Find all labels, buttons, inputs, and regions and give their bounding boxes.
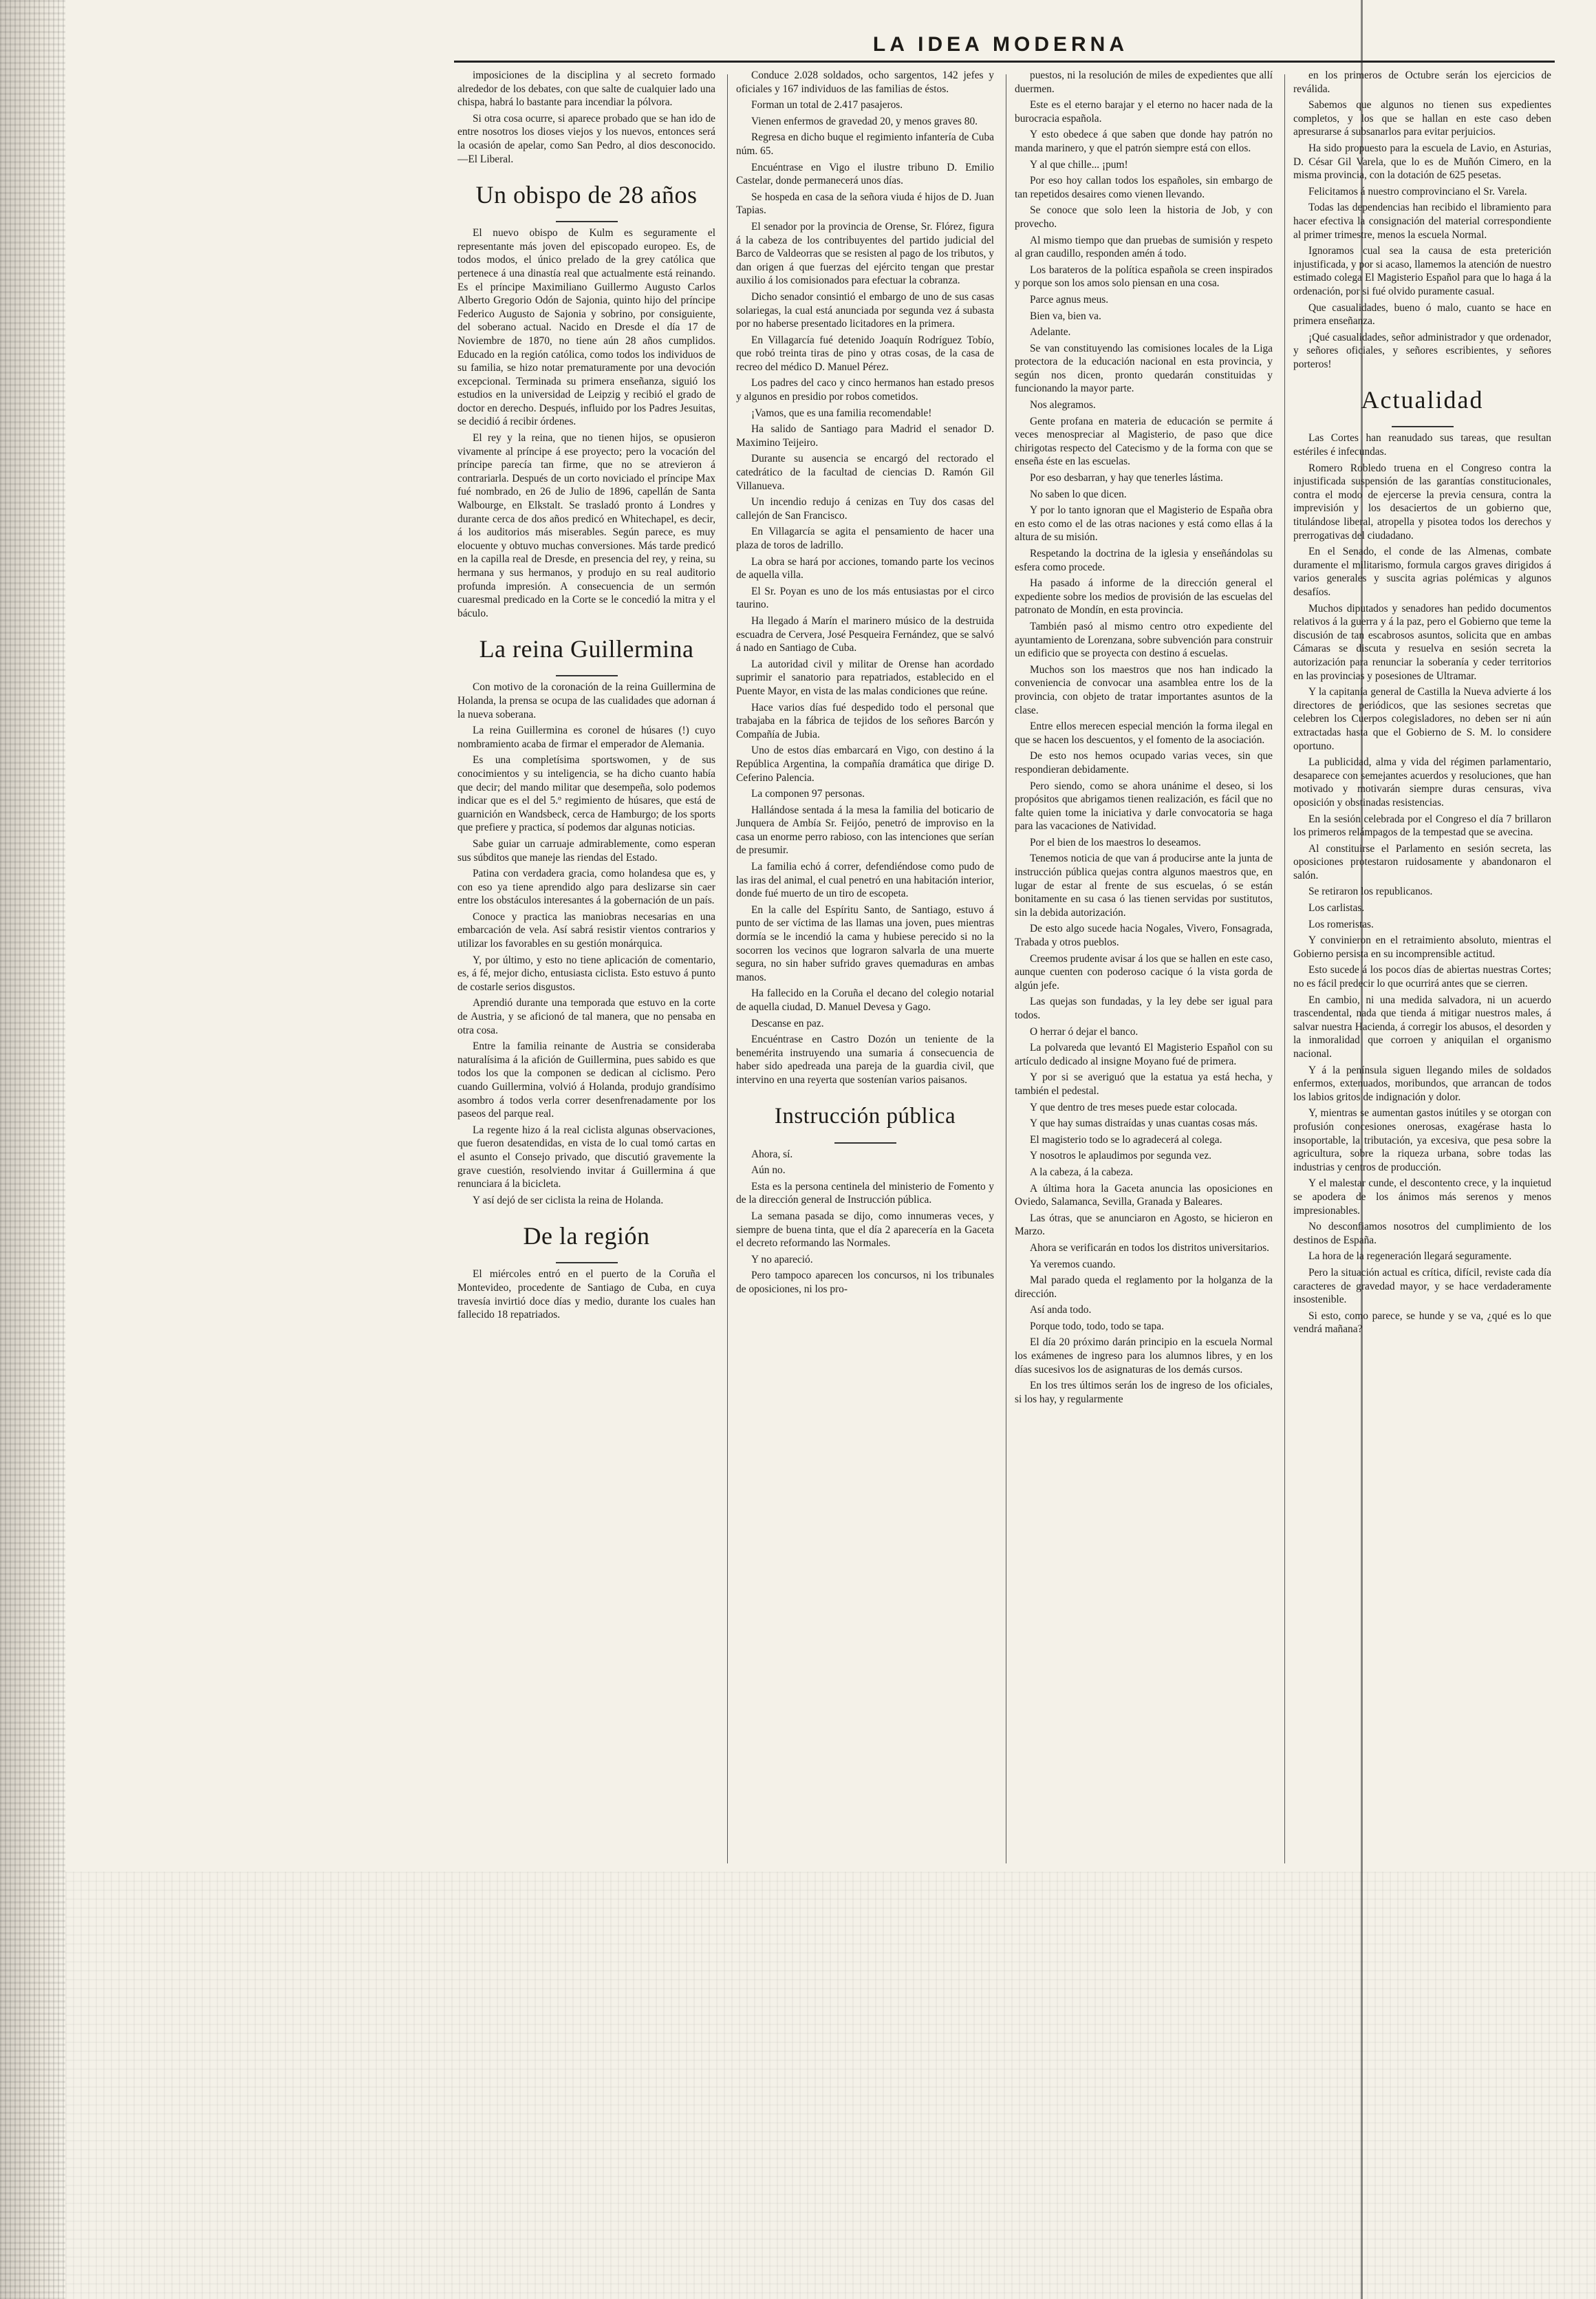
paragraph: Conoce y practica las maniobras necesarias en una embarcación de vela. Así sabrá resistir vientos contrarios y utilizar los favorables en su gestión monárquica. xyxy=(457,910,715,950)
paragraph: En cambio, ni una medida salvadora, ni un acuerdo trascendental, nada que tienda á mitigar nuestros males, á salvar nuestra Hacienda, á corregir los abusos, el desorden y la inmoralidad que corroen y aniquilan el organismo nacional. xyxy=(1293,994,1551,1060)
paragraph: No desconfiamos nosotros del cumplimiento de los destinos de España. xyxy=(1293,1221,1551,1246)
paragraph: Ahora, sí. xyxy=(751,1148,793,1160)
col2-instruccion xyxy=(736,1148,994,1296)
paragraph: imposiciones de la disciplina y al secreto formado alrededor de los debates, con que salte de cualquier lado una chispa, habrá lo bastante para incendiar la pólvora. xyxy=(457,69,715,109)
paragraph: Por eso desbarran, y hay que tenerles lástima. xyxy=(1030,472,1223,484)
paragraph: Dicho senador consintió el embargo de uno de sus casas solariegas, la cual está anunciada por segunda vez á subasta por no haberse presentado licitadores en la primera. xyxy=(736,290,994,330)
paragraph: La autoridad civil y militar de Orense han acordado suprimir el sanatorio para repatriados, establecido en el Puente Mayor, en vista de las malas condiciones que reúne. xyxy=(736,658,994,697)
paragraph: Regresa en dicho buque el regimiento infantería de Cuba núm. 65. xyxy=(736,131,994,157)
heading-region: De la región xyxy=(523,1222,650,1250)
paragraph: Pero tampoco aparecen los concursos, ni los tribunales de oposiciones, ni los pro- xyxy=(736,1270,994,1295)
paragraph: El senador por la provincia de Orense, Sr. Flórez, figura á la cabeza de los contribuyentes del partido judicial del Barco de Valdeorras que se resisten al pago de los tributos, y dan origen á que fuerzas del ejército tengan que prestar auxilio á los comisionados para efectuar la cobranza. xyxy=(736,220,994,287)
col1-region xyxy=(457,1268,715,1321)
paragraph: También pasó al mismo centro otro expediente del ayuntamiento de Lorenzana, sobre subvención para construir un edificio que se proyecta con destino á escuelas. xyxy=(1015,620,1273,660)
paragraph: O herrar ó dejar el banco. xyxy=(1030,1025,1139,1038)
col4-news xyxy=(1293,69,1551,371)
paragraph: En Villagarcía se agita el pensamiento de hacer una plaza de toros de ladrillo. xyxy=(736,526,994,551)
paragraph: Es una completísima sportswomen, y de sus conocimientos y su inteligencia, se ha dicho cuanto había que decir; del mando militar que desempeña, solo podemos indicar que es el del 5.º regimiento de húsares, que está de guarnición en Wandsbeck, cerca de Hamburgo; de los sports que prefiere y practica, sí podemos dar algunas noticias. xyxy=(457,754,715,834)
paragraph: Todas las dependencias han recibido el libramiento para hacer efectiva la consignación del material correspondiente al primer trimestre, menos la escuela Normal. xyxy=(1293,202,1551,241)
paragraph: En los tres últimos serán los de ingreso de los oficiales, si los hay, y regularmente xyxy=(1015,1380,1273,1405)
paragraph: El nuevo obispo de Kulm es seguramente el representante más joven del episcopado europeo. Es, de todos modos, el único prelado de la grey católica que pertenece á una dinastía real que actualmente está reinando. Es el príncipe Maximiliano Guillermo Augusto Carlos Alberto Gregorio Odón de Sajonia, quinto hijo del príncipe Federico Augusto de Sajonia y sobrino, por consiguiente, del soberano actual. Nacido en Dresde el día 17 de Noviembre de 1870, no tiene aún 28 años cumplidos. Educado en la región católica, como todos los individuos de su familia, se hizo notar prematuramente por una devoción excepcional. Terminada su primera enseñanza, siguió los estudios en la universidad de Leipzig y recibió el grado de doctor en derecho. Después, influido por los Padres Jesuitas, se decidió á recibir órdenes. xyxy=(457,227,715,428)
col1-obispo xyxy=(457,226,715,620)
paragraph: Sabemos que algunos no tienen sus expedientes completos, y los que se hallan en este caso deben apresurarse á subsanarlos para evitar perjuicios. xyxy=(1293,99,1551,138)
heading-rule xyxy=(556,1262,618,1263)
paragraph: puestos, ni la resolución de miles de expedientes que allí duermen. xyxy=(1015,69,1273,95)
paragraph: ¡Vamos, que es una familia recomendable! xyxy=(751,407,932,419)
paragraph: Las quejas son fundadas, y la ley debe ser igual para todos. xyxy=(1015,996,1273,1021)
paragraph: Uno de estos días embarcará en Vigo, con destino á la República Argentina, la compañía dramática que dirige D. Ceferino Palencia. xyxy=(736,745,994,784)
paragraph: Esto sucede á los pocos días de abiertas nuestras Cortes; no es fácil predecir lo que ocurrirá antes que se cierren. xyxy=(1293,964,1551,990)
column-3 xyxy=(1015,69,1273,1872)
paragraph: El Sr. Poyan es uno de los más entusiastas por el circo taurino. xyxy=(736,585,994,611)
paragraph: En la calle del Espíritu Santo, de Santiago, estuvo á punto de ser víctima de las llamas una joven, pues mientras dormía se le incendió la cama y hubiese perecido si no la socorren los vecinos que lograron salvarla de una muerte segura, no sin haber sufrido graves quemaduras en ambas manos. xyxy=(736,903,994,983)
paragraph: Este es el eterno barajar y el eterno no hacer nada de la burocracia española. xyxy=(1015,99,1273,125)
heading-rule xyxy=(1392,426,1454,427)
paragraph: Sabe guiar un carruaje admirablemente, como esperan sus súbditos que maneje las riendas del Estado. xyxy=(457,837,715,864)
paragraph: Los romeristas. xyxy=(1308,918,1374,930)
paragraph: Las ótras, que se anunciaron en Agosto, se hicieron en Marzo. xyxy=(1015,1212,1273,1238)
paragraph: Se retiraron los republicanos. xyxy=(1308,886,1433,898)
paragraph: Ignoramos cual sea la causa de esta preterición injustificada, y por si acaso, llamemos la atención de nuestro estimado colega El Magisterio Español para que lo haga á la ordenación, por si fué olvido puramente casual. xyxy=(1293,245,1551,297)
paragraph: Romero Robledo truena en el Congreso contra la injustificada suspensión de las garantías constitucionales, contra el modo de ejercerse la previa censura, contra la imprevisión y los desaciertos de un gobierno que, titulándose liberal, atropella y pisotea todos los derechos y prerrogativas del ciudadano. xyxy=(1293,462,1551,542)
paragraph: Ahora se verificarán en todos los distritos universitarios. xyxy=(1030,1241,1269,1254)
paragraph: Y nosotros le aplaudimos por segunda vez. xyxy=(1030,1150,1212,1162)
paragraph: Y á la península siguen llegando miles de soldados enfermos, extenuados, moribundos, que arrancan de todos los labios gritos de indignación y dolor. xyxy=(1293,1064,1551,1103)
paragraph: El miércoles entró en el puerto de la Coruña el Montevideo, procedente de Santiago de Cuba, en cuya travesía invirtió doce días y medio, durante los cuales han fallecido 18 repatriados. xyxy=(457,1268,715,1321)
paragraph: Hallándose sentada á la mesa la familia del boticario de Junquera de Ambía Sr. Feijóo, penetró de improviso en la casa un enorme perro rabioso, con las intenciones que serían de presumir. xyxy=(736,804,994,857)
paragraph: Forman un total de 2.417 pasajeros. xyxy=(751,99,903,111)
paragraph: Tenemos noticia de que van á producirse ante la junta de instrucción pública quejas contra algunos maestros que, en lugar de estar al frente de sus escuelas, ó se están bonitamente en su casa ó las tienen servidas por sustitutos, sin la debida autorización. xyxy=(1015,853,1273,919)
paragraph: Y que hay sumas distraídas y unas cuantas cosas más. xyxy=(1030,1118,1258,1130)
paragraph: Los carlistas. xyxy=(1308,902,1365,915)
col4-actualidad xyxy=(1293,431,1551,1336)
paragraph: La hora de la regeneración llegará seguramente. xyxy=(1308,1250,1512,1263)
paragraph: La familia echó á correr, defendiéndose como pudo de las iras del animal, el cual penetró en una habitación interior, donde fué muerto de un tiro de escopeta. xyxy=(736,861,994,900)
paragraph: El día 20 próximo darán principio en la escuela Normal los exámenes de ingreso para los alumnos libres, y en los días sucesivos los de asignaturas de los demás cursos. xyxy=(1015,1336,1273,1376)
masthead-rule xyxy=(454,61,1555,63)
paragraph: Los barateros de la política española se creen inspirados y porque son los amos solo piensan en una cosa. xyxy=(1015,264,1273,290)
col3-news xyxy=(1015,69,1273,1406)
scan-bottom-noise xyxy=(65,1872,1596,2299)
heading-reina: La reina Guillermina xyxy=(479,635,694,663)
paragraph: Al mismo tiempo que dan pruebas de sumisión y respeto al gran caudillo, responden amén á todo. xyxy=(1015,234,1273,260)
column-1 xyxy=(457,69,715,1872)
paragraph: En el Senado, el conde de las Almenas, combate duramente el militarismo, formula cargos graves dirigidos á varios generales y suscita agrias polémicas y algunos desafíos. xyxy=(1293,546,1551,598)
paragraph: Y convinieron en el retraimiento absoluto, mientras el Gobierno persista en su incomprensible actitud. xyxy=(1293,934,1551,960)
paragraph: Que casualidades, bueno ó malo, cuanto se hace en primera enseñanza. xyxy=(1293,301,1551,328)
paragraph: Bien va, bien va. xyxy=(1030,310,1101,322)
paragraph: Esta es la persona centinela del ministerio de Fomento y de la dirección general de Instrucción pública. xyxy=(736,1180,994,1206)
paragraph: A la cabeza, á la cabeza. xyxy=(1030,1166,1133,1178)
heading-actualidad: Actualidad xyxy=(1361,386,1484,414)
paragraph: Por el bien de los maestros lo deseamos. xyxy=(1030,836,1201,848)
paragraph: Vienen enfermos de gravedad 20, y menos graves 80. xyxy=(751,115,978,127)
paragraph: La obra se hará por acciones, tomando parte los vecinos de aquella villa. xyxy=(736,555,994,581)
paragraph: Ya veremos cuando. xyxy=(1030,1258,1116,1270)
heading-rule xyxy=(556,221,618,222)
paragraph: Y por lo tanto ignoran que el Magisterio de España obra en esto como el de las otras naciones y está como ellas á la altura de su misión. xyxy=(1015,504,1273,544)
paragraph: Hace varios días fué despedido todo el personal que trabajaba en la fábrica de tejidos de los señores Barcón y Compañía de Jubia. xyxy=(736,701,994,740)
paragraph: En la sesión celebrada por el Congreso el día 7 brillaron los primeros relámpagos de la tempestad que se avecina. xyxy=(1293,813,1551,839)
paragraph: Adelante. xyxy=(1030,326,1071,339)
paragraph: Pero la situación actual es crítica, difícil, reviste cada día caracteres de gravedad mayor, y se hace verdaderamente insostenible. xyxy=(1293,1266,1551,1306)
paragraph: Conduce 2.028 soldados, ocho sargentos, 142 jefes y oficiales y 167 individuos de las familias de éstos. xyxy=(736,69,994,95)
paragraph: Parce agnus meus. xyxy=(1030,293,1109,306)
paragraph: Y el malestar cunde, el descontento crece, y la inquietud se apodera de los ánimos más serenos y menos impresionables. xyxy=(1293,1177,1551,1217)
paragraph: Respetando la doctrina de la iglesia y enseñándolas su esfera como procede. xyxy=(1015,548,1273,573)
col1-reina xyxy=(457,681,715,1207)
paragraph: Y esto obedece á que saben que donde hay patrón no manda marinero, y que el patrón siempre está con ellos. xyxy=(1015,129,1273,154)
paragraph: La regente hizo á la real ciclista algunas observaciones, que fueron desatendidas, en vista de lo cual tomó cartas en el asunto el Consejo privado, que discutió gravemente la grave cuestión, resolviendo invitar á Guillermina á que renunciara á la bicicleta. xyxy=(457,1124,715,1190)
paragraph: El magisterio todo se lo agradecerá al colega. xyxy=(1030,1133,1222,1146)
paragraph: Se conoce que solo leen la historia de Job, y con provecho. xyxy=(1015,204,1273,230)
newspaper-columns xyxy=(457,69,1555,1872)
column-4 xyxy=(1293,69,1551,1872)
paragraph: Porque todo, todo, todo se tapa. xyxy=(1030,1320,1164,1332)
paragraph: Aún no. xyxy=(751,1164,786,1177)
paragraph: Mal parado queda el reglamento por la holganza de la dirección. xyxy=(1015,1274,1273,1300)
col1-intro xyxy=(457,69,715,166)
paragraph: Ha fallecido en la Coruña el decano del colegio notarial de aquella ciudad, D. Manuel Devesa y Gago. xyxy=(736,987,994,1013)
paragraph: Descanse en paz. xyxy=(751,1017,824,1029)
paragraph: Un incendio redujo á cenizas en Tuy dos casas del callejón de San Francisco. xyxy=(736,496,994,522)
column-2 xyxy=(736,69,994,1872)
paragraph: Ha sido propuesto para la escuela de Lavio, en Asturias, D. César Gil Varela, que lo es de Muñón Cimero, en la misma provincia, con la dotación de 625 pesetas. xyxy=(1293,142,1551,182)
paragraph: ¡Qué casualidades, señor administrador y que ordenador, y señores oficiales, y señores escribientes, y señores porteros! xyxy=(1293,331,1551,370)
heading-obispo: Un obispo de 28 años xyxy=(475,181,698,209)
paragraph: Ha pasado á informe de la dirección general el expediente sobre los medios de provisión de las escuelas del patronato de Mondín, en esta provincia. xyxy=(1015,577,1273,617)
paragraph: Nos alegramos. xyxy=(1030,399,1096,411)
paragraph: Si otra cosa ocurre, si aparece probado que se han ido de entre nosotros los dioses viejos y los nuevos, entonces será la ocasión de apelar, como San Pedro, al dios desconocido.—El Liberal. xyxy=(457,112,715,165)
paragraph: Se hospeda en casa de la señora viuda é hijos de D. Juan Tapias. xyxy=(736,191,994,217)
paragraph: Así anda todo. xyxy=(1030,1304,1092,1316)
paragraph: La reina Guillermina es coronel de húsares (!) cuyo nombramiento acaba de firmar el emperador de Alemania. xyxy=(457,725,715,750)
scan-edge-noise xyxy=(0,0,65,2299)
paragraph: Patina con verdadera gracia, como holandesa que es, y con eso ya tiene aprendido algo para deslizarse sin caer entre los obstáculos interesantes á la gobernación de un país. xyxy=(457,868,715,907)
col2-news xyxy=(736,69,994,1087)
paragraph: En Villagarcía fué detenido Joaquín Rodríguez Tobío, que robó treinta tiras de pino y otras cosas, de la casa de recreo del médico D. Manuel Pérez. xyxy=(736,334,994,373)
paragraph: Encuéntrase en Castro Dozón un teniente de la benemérita instruyendo una sumaria á consecuencia de haber sido apedreada una pareja de la guardia civil, que intervino en una reyerta que sostenían varios paisanos. xyxy=(736,1034,994,1086)
column-rule xyxy=(1284,74,1285,1863)
masthead-title: LA IDEA MODERNA xyxy=(872,33,1128,56)
paragraph: Los padres del caco y cinco hermanos han estado presos y algunos en presidio por robos cometidos. xyxy=(736,377,994,403)
paragraph: en los primeros de Octubre serán los ejercicios de reválida. xyxy=(1293,69,1551,95)
paragraph: No saben lo que dicen. xyxy=(1030,488,1127,500)
paragraph: Si esto, como parece, se hunde y se va, ¿qué es lo que vendrá mañana? xyxy=(1293,1309,1551,1336)
paragraph: Pero siendo, como se ahora unánime el deseo, si los propósitos que abrigamos tienen realización, es fácil que no falte quien tome la iniciativa y darle convocatoria se haga para las vacaciones de Natividad. xyxy=(1015,780,1273,833)
paragraph: Ha salido de Santiago para Madrid el senador D. Maximino Teijeiro. xyxy=(736,423,994,449)
paragraph: Y no apareció. xyxy=(751,1253,813,1265)
paragraph: A última hora la Gaceta anuncia las oposiciones en Oviedo, Salamanca, Sevilla, Granada y Baleares. xyxy=(1015,1182,1273,1208)
paragraph: Aprendió durante una temporada que estuvo en la corte de Austria, y se aficionó de tal manera, que no pensaba en otra cosa. xyxy=(457,997,715,1036)
paragraph: Al constituirse el Parlamento en sesión secreta, las oposiciones protestaron ruidosamente y abandonaron el salón. xyxy=(1293,842,1551,881)
paragraph: Se van constituyendo las comisiones locales de la Liga protectora de la educación nacional en esta provincia, y según nos dicen, pronto quedarán constituidas y funcionando la mayor parte. xyxy=(1015,342,1273,395)
paragraph: De esto algo sucede hacia Nogales, Vivero, Fonsagrada, Trabada y otros pueblos. xyxy=(1015,923,1273,949)
paragraph: Y la capitanía general de Castilla la Nueva advierte á los directores de periódicos, que las sesiones secretas que celebren los Cuerpos colegisladores, no deben ser ni aún extractadas hasta que el Gobierno de S. M. lo considere oportuno. xyxy=(1293,686,1551,752)
paragraph: La publicidad, alma y vida del régimen parlamentario, desaparece con semejantes acuerdos y resoluciones, que han motivado y motivarán siempre duras censuras, viva oposición y obstinadas resistencias. xyxy=(1293,756,1551,809)
heading-rule xyxy=(834,1142,896,1144)
column-rule xyxy=(727,74,728,1863)
paragraph: Y por si se averiguó que la estatua ya está hecha, y también el pedestal. xyxy=(1015,1071,1273,1097)
paragraph: Y que dentro de tres meses puede estar colocada. xyxy=(1030,1101,1238,1113)
paragraph: La componen 97 personas. xyxy=(751,788,865,800)
paragraph: Gente profana en materia de educación se permite á veces menospreciar al Magisterio, de paso que dice chirigotas respecto del Catecismo y de la forma con que se enseña éste en las escuelas. xyxy=(1015,415,1273,468)
paragraph: De esto nos hemos ocupado varias veces, sin que respondieran debidamente. xyxy=(1015,750,1273,776)
heading-instruccion: Instrucción pública xyxy=(774,1103,956,1129)
paragraph: Creemos prudente avisar á los que se hallen en este caso, aunque cuenten con poderoso cacique ó la vista gorda de algún jefe. xyxy=(1015,952,1273,992)
paragraph: Y así dejó de ser ciclista la reina de Holanda. xyxy=(473,1194,664,1206)
paragraph: Y, por último, y esto no tiene aplicación de comentario, es, á fé, mejor dicho, entusiasta ciclista. Esto estuvo á punto de costarle serios disgustos. xyxy=(457,954,715,993)
paragraph: El rey y la reina, que no tienen hijos, se opusieron vivamente al príncipe á ese proyecto; pero la vocación del príncipe parecía tan firme, que no se atrevieron á contrariarla. Después de un corto noviciado el príncipe Max fué nombrado, en 26 de Julio de 1896, capellán de Santa Walbourge, en Elkstalt. Se trasladó pronto á Londres y durante cerca de dos años predicó en Whitechapel, es decir, á los auditorios más miserables. Según parece, es muy elocuente y obtuvo muchas conversiones. Más tarde predicó en la capilla real de Dresde, en presencia del rey, y reina, su hermana y sus hermanos, y produjo en su real auditorio profunda impresión. A consecuencia de un sermón cuaresmal predicado en la Corte se le concedió la mitra y el báculo. xyxy=(457,432,715,619)
paragraph: Y al que chille... ¡pum! xyxy=(1030,158,1128,171)
paragraph: Y, mientras se aumentan gastos inútiles y se otorgan con profusión concesiones onerosas, exagérase hasta lo insoportable, la tributación, ya excesiva, que pesa sobre la agricultura, sobre la riqueza urbana, sobre todas las industrias y centros de producción. xyxy=(1293,1107,1551,1173)
paragraph: Las Cortes han reanudado sus tareas, que resultan estériles é infecundas. xyxy=(1293,432,1551,458)
heading-rule xyxy=(556,675,618,676)
paragraph: Entre la familia reinante de Austria se consideraba naturalísima á la afición de Guillermina, pues sabido es que todos los que la componen se dedican al ciclismo. Pero cuando Guillermina, volvió á Holanda, produjo grandísimo asombro á todos verla correr desenfrenadamente por los paseos del parque real. xyxy=(457,1040,715,1120)
paragraph: Ha llegado á Marín el marinero músico de la destruida escuadra de Cervera, José Pesqueira Fernández, que se salvó á nado en Santiago de Cuba. xyxy=(736,614,994,654)
paragraph: La semana pasada se dijo, como innumeras veces, y siempre de buena tinta, que el día 2 aparecería en la Gaceta el decreto reformando las Normales. xyxy=(736,1210,994,1250)
paragraph: La polvareda que levantó El Magisterio Español con su artículo dedicado al insigne Moyano fué de primera. xyxy=(1015,1042,1273,1067)
paragraph: Felicitamos á nuestro comprovinciano el Sr. Varela. xyxy=(1308,185,1527,197)
paragraph: Encuéntrase en Vigo el ilustre tribuno D. Emilio Castelar, donde permanecerá unos días. xyxy=(736,161,994,187)
paragraph: Muchos son los maestros que nos han indicado la conveniencia de convocar una asamblea entre los de la provincia, con objeto de tratar importantes asuntos de la clase. xyxy=(1015,663,1273,716)
paragraph: Durante su ausencia se encargó del rectorado el catedrático de la facultad de ciencias D. Ramón Gil Villanueva. xyxy=(736,453,994,492)
paragraph: Muchos diputados y senadores han pedido documentos relativos á la guerra y á la paz, pero el Gobierno que teme la discusión de tan escabrosos asuntos, solicita que en ambas Cámaras se discuta y resuelva en sesión secreta la autorización para renunciar la soberanía y ceder territorios en las provincias y posesiones de Ultramar. xyxy=(1293,602,1551,682)
paragraph: Con motivo de la coronación de la reina Guillermina de Holanda, la prensa se ocupa de las cualidades que adornan á la nueva soberana. xyxy=(457,681,715,720)
paragraph: Por eso hoy callan todos los españoles, sin embargo de tan repetidos desaires como vienen llevando. xyxy=(1015,175,1273,200)
paragraph: Entre ellos merecen especial mención la forma ilegal en que se hacen los descuentos, y el fomento de la asociación. xyxy=(1015,720,1273,746)
